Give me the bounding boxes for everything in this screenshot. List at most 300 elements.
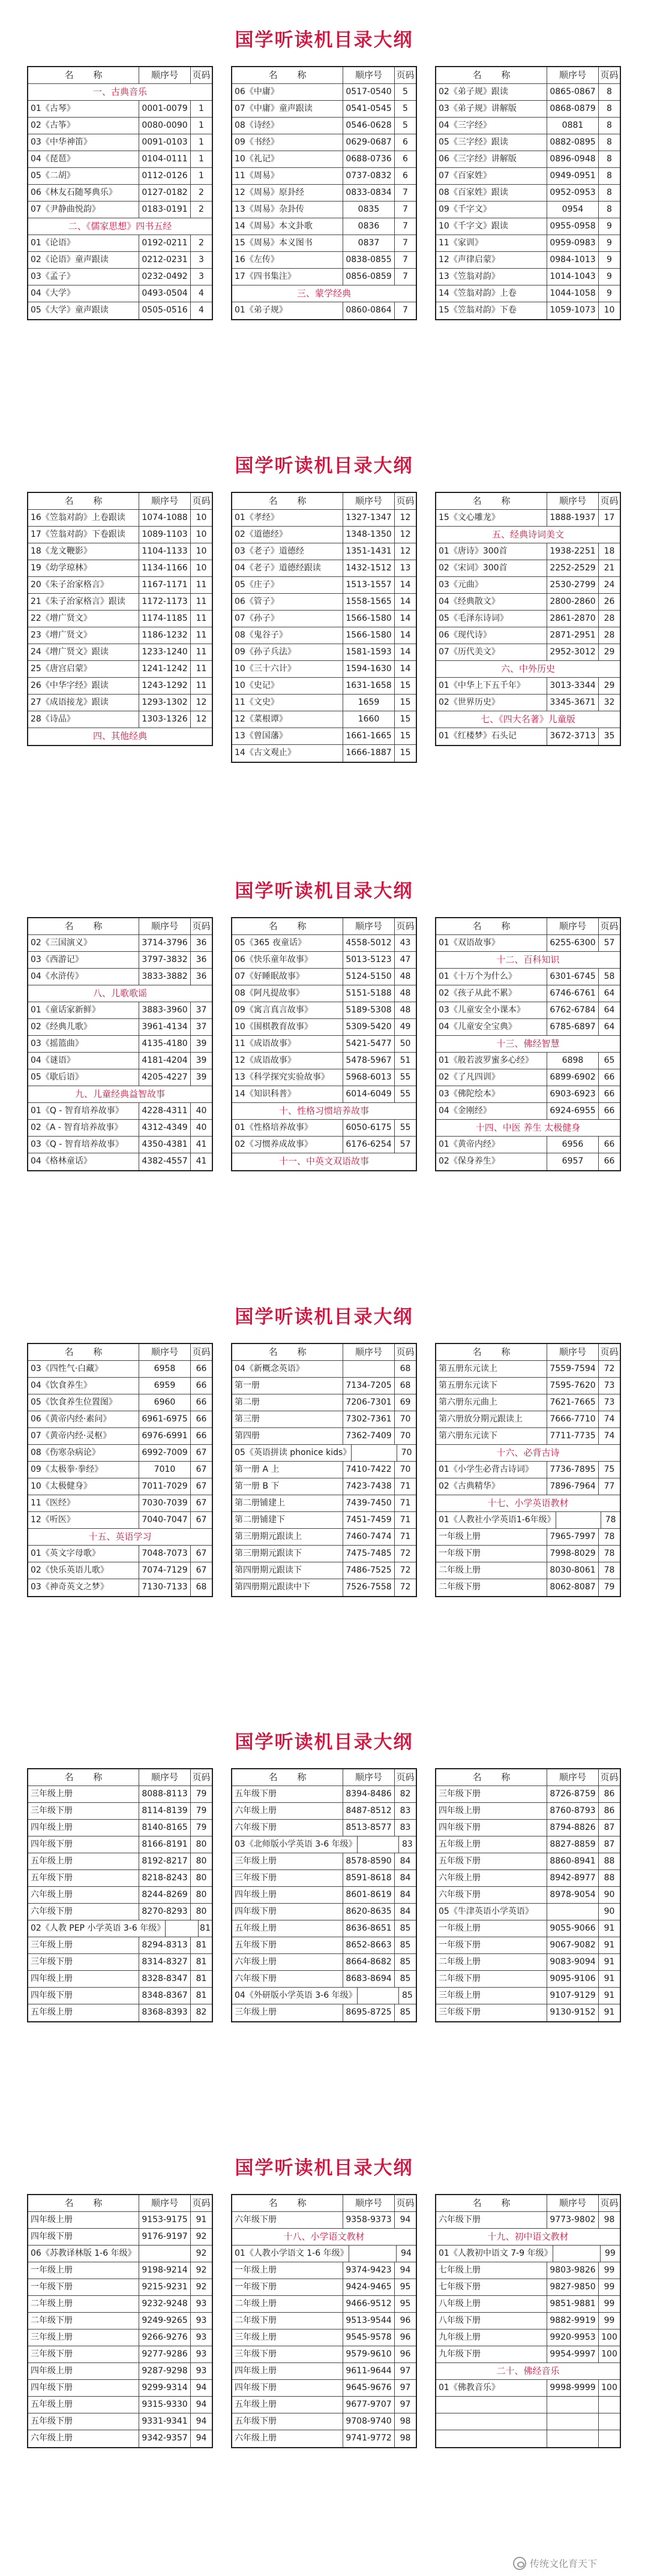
header-page: 页码 (394, 1769, 416, 1786)
table-row (232, 2380, 416, 2397)
item-code: 8652-8663 (343, 1937, 394, 1953)
table-row (232, 1394, 416, 1411)
table-row (232, 1954, 416, 1971)
item-code: 9424-9465 (343, 2279, 394, 2295)
item-code (349, 2246, 396, 2262)
item-page: 10 (190, 510, 212, 526)
item-code: 1327-1347 (343, 510, 394, 526)
table-row (436, 611, 620, 627)
item-page: 70 (394, 1428, 416, 1444)
table-row (28, 1904, 212, 1920)
item-page: 93 (190, 2346, 212, 2362)
item-code: 4181-4204 (139, 1053, 190, 1069)
item-title: 01《人教小学语文 1-6 年级》 (235, 2249, 349, 2258)
catalog-table (231, 2194, 417, 2448)
item-code: 9266-9276 (139, 2329, 190, 2346)
section-title: 三、蒙学经典 (296, 288, 351, 299)
item-page: 70 (394, 1462, 416, 1478)
item-page: 3 (190, 269, 212, 285)
item-code: 8664-8682 (343, 1954, 394, 1970)
item-title: 二年级下册 (439, 1582, 481, 1592)
item-title: 五年级下册 (31, 1873, 73, 1883)
item-title: 04《儿童安全宝典》 (439, 1022, 517, 1032)
item-code: 3013-3344 (547, 678, 598, 694)
item-title: 04《水浒传》 (31, 972, 83, 981)
header-name: 名 称 (64, 1772, 111, 1783)
item-page: 10 (190, 560, 212, 576)
item-code: 7896-7964 (547, 1478, 598, 1495)
item-page: 14 (394, 611, 416, 627)
item-page: 71 (394, 1478, 416, 1495)
item-title: 一年级下册 (439, 1940, 481, 1950)
section-heading (28, 1529, 212, 1546)
item-page: 81 (190, 1954, 212, 1970)
item-page: 8 (598, 101, 620, 117)
item-title: 12《成语故事》 (235, 1056, 296, 1065)
item-title: 09《书经》 (235, 137, 279, 147)
item-title: 03《佛陀绘本》 (439, 1089, 500, 1099)
table-row (436, 1019, 620, 1036)
item-title: 13《周易》杂卦传 (235, 205, 304, 214)
item-page: 13 (394, 560, 416, 576)
item-code: 8636-8651 (343, 1920, 394, 1937)
item-title: 六年级上册 (235, 1957, 277, 1967)
item-page: 92 (190, 2279, 212, 2295)
table-row (28, 1887, 212, 1904)
item-title: 09《千字文》 (439, 205, 491, 214)
item-code: 0881 (547, 118, 598, 134)
item-page: 66 (598, 1103, 620, 1119)
item-title: 16《笠翁对韵》上卷跟读 (31, 513, 125, 522)
table-row (232, 1053, 416, 1069)
item-page: 100 (598, 2346, 620, 2362)
table-row (436, 202, 620, 218)
table-row (232, 2329, 416, 2346)
item-code: 9287-9298 (139, 2363, 190, 2379)
item-title: 04《大学》 (31, 288, 75, 298)
item-page: 83 (394, 1820, 416, 1836)
item-code: 0629-0687 (343, 134, 394, 151)
item-page: 95 (394, 2279, 416, 2295)
item-code: 2952-3012 (547, 644, 598, 660)
table-row (436, 1870, 620, 1887)
item-code: 9198-9214 (139, 2262, 190, 2279)
item-page: 65 (598, 1053, 620, 1069)
table-row (28, 952, 212, 969)
item-code: 9611-9644 (343, 2363, 394, 2379)
item-title: 08《鬼谷子》 (235, 630, 287, 640)
item-page: 4 (190, 285, 212, 302)
item-code: 1241-1242 (139, 661, 190, 677)
item-page: 18 (598, 543, 620, 560)
item-code (351, 1445, 397, 1461)
table-header (28, 2195, 212, 2212)
catalog-table (27, 1768, 213, 2022)
item-code: 6255-6300 (547, 935, 598, 951)
table-row (232, 2430, 416, 2447)
item-title: 九年级上册 (439, 2332, 481, 2342)
item-title: 02《宋词》300首 (439, 563, 508, 573)
blank-cell (547, 2397, 598, 2413)
item-title: 05《大学》童声跟读 (31, 305, 109, 315)
item-title: 03《西游记》 (31, 955, 83, 964)
item-page: 66 (190, 1378, 212, 1394)
item-code (165, 1920, 198, 1937)
item-page: 97 (394, 2397, 416, 2413)
item-code: 0737-0832 (343, 168, 394, 184)
item-page: 100 (598, 2329, 620, 2346)
item-page: 82 (190, 2004, 212, 2021)
catalog-table (27, 2194, 213, 2448)
table-row (232, 1853, 416, 1870)
item-code: 1074-1088 (139, 510, 190, 526)
item-title: 02《经典儿歌》 (31, 1022, 92, 1032)
header-code: 顺序号 (547, 918, 598, 934)
item-code: 0001-0079 (139, 101, 190, 117)
item-code: 2871-2951 (547, 627, 598, 644)
item-page: 84 (394, 1870, 416, 1886)
item-page: 15 (394, 728, 416, 744)
header-page: 页码 (190, 2195, 212, 2211)
header-code: 顺序号 (139, 2195, 190, 2211)
table-row (232, 2313, 416, 2329)
section-title: 十七、小学英语教材 (487, 1498, 569, 1508)
table-row (28, 285, 212, 302)
table-row (232, 1445, 416, 1462)
table-row (436, 627, 620, 644)
table-row (232, 269, 416, 285)
item-title: 六年级上册 (439, 1873, 481, 1883)
header-code: 顺序号 (343, 1344, 394, 1360)
item-code: 9358-9373 (343, 2212, 394, 2228)
item-title: 二年级上册 (235, 2299, 277, 2309)
item-title: 九年级下册 (439, 2349, 481, 2359)
blank-cell (436, 2413, 547, 2430)
table-row (28, 134, 212, 151)
item-page: 69 (394, 1394, 416, 1411)
item-page: 1 (190, 118, 212, 134)
table-row (232, 661, 416, 678)
catalog-table (435, 66, 621, 320)
table-row (232, 1546, 416, 1562)
table-row (28, 935, 212, 952)
item-title: 三年级下册 (235, 1873, 277, 1883)
item-code: 0232-0492 (139, 269, 190, 285)
item-code: 1186-1232 (139, 627, 190, 644)
header-code: 顺序号 (547, 1769, 598, 1786)
item-page: 75 (598, 1462, 620, 1478)
table-row (232, 1920, 416, 1937)
item-code: 9331-9341 (139, 2413, 190, 2430)
item-title: 第五册东元读上 (439, 1364, 497, 1373)
item-page: 67 (190, 1495, 212, 1511)
table-row (28, 2279, 212, 2296)
item-code: 2800-2860 (547, 594, 598, 610)
table-row (232, 2296, 416, 2313)
table-row (436, 969, 620, 985)
item-code: 5421-5477 (343, 1036, 394, 1052)
item-code: 8695-8725 (343, 2004, 394, 2021)
table-row (232, 1529, 416, 1546)
item-code: 8088-8113 (139, 1786, 190, 1802)
item-code: 1233-1240 (139, 644, 190, 660)
item-page: 70 (394, 1411, 416, 1427)
item-title: 二年级下册 (31, 2316, 73, 2325)
item-code: 0865-0867 (547, 84, 598, 100)
item-title: 10《千字文》跟读 (439, 221, 508, 231)
item-title: 六年级上册 (235, 1806, 277, 1815)
blank-row (436, 2413, 620, 2430)
table-row (28, 1394, 212, 1411)
item-title: 06《中庸》 (235, 87, 279, 97)
item-page: 66 (190, 1428, 212, 1444)
item-page: 88 (598, 1870, 620, 1886)
item-title: 07《百家姓》 (439, 171, 491, 181)
item-title: 第四册期元跟读下 (235, 1565, 302, 1575)
item-title: 15《周易》本义图书 (235, 238, 313, 248)
item-page: 91 (598, 1920, 620, 1937)
item-title: 09《寓言真言故事》 (235, 1005, 313, 1015)
table-row (28, 118, 212, 134)
item-title: 11《医经》 (31, 1498, 75, 1508)
table-header (28, 493, 212, 510)
table-row (436, 2004, 620, 2021)
section-heading (232, 1103, 416, 1120)
item-code: 7711-7735 (547, 1428, 598, 1444)
header-code: 顺序号 (139, 1769, 190, 1786)
item-page: 43 (394, 935, 416, 951)
section-title: 八、儿歌歌谣 (92, 988, 147, 999)
item-code: 0080-0090 (139, 118, 190, 134)
item-title: 11《成语故事》 (235, 1039, 296, 1048)
item-page: 28 (598, 611, 620, 627)
table-row (436, 560, 620, 577)
item-code: 6746-6761 (547, 985, 598, 1002)
item-code: 6899-6902 (547, 1069, 598, 1086)
item-title: 五年级上册 (235, 1923, 277, 1933)
table-row (232, 1820, 416, 1836)
item-title: 24《增广贤文》跟读 (31, 647, 109, 657)
item-code: 3714-3796 (139, 935, 190, 951)
item-code: 8294-8313 (139, 1937, 190, 1953)
item-code: 5478-5967 (343, 1053, 394, 1069)
table-row (436, 134, 620, 151)
table-row (28, 1036, 212, 1053)
item-page: 2 (190, 235, 212, 251)
item-title: 04《饮食养生》 (31, 1381, 92, 1390)
item-page: 81 (190, 1937, 212, 1953)
item-code: 0856-0859 (343, 269, 394, 285)
table-row (28, 269, 212, 285)
item-code: 6762-6784 (547, 1002, 598, 1018)
table-row (232, 1137, 416, 1153)
item-title: 17《四书集注》 (235, 272, 296, 281)
item-page: 4 (190, 302, 212, 319)
table-row (232, 1411, 416, 1428)
header-page: 页码 (190, 67, 212, 83)
item-title: 五年级下册 (439, 1856, 481, 1866)
item-code: 0860-0864 (343, 302, 394, 319)
table-row (436, 577, 620, 594)
item-code: 1014-1043 (547, 269, 598, 285)
section-title: 七、《四大名著》儿童版 (481, 714, 575, 725)
section-title: 十四、中医 养生 太极健身 (475, 1122, 581, 1133)
section-title: 九、儿童经典益智故事 (74, 1089, 165, 1099)
item-page: 99 (598, 2296, 620, 2312)
item-title: 五年级上册 (31, 2007, 73, 2017)
catalog-table (231, 917, 417, 1171)
item-title: 01《性格培养故事》 (235, 1123, 313, 1132)
item-title: 六年级下册 (235, 1974, 277, 1983)
item-page: 21 (598, 560, 620, 576)
table-row (28, 1120, 212, 1137)
item-page: 51 (394, 1053, 416, 1069)
table-row (28, 2262, 212, 2279)
table-row (436, 2246, 620, 2262)
header-name: 名 称 (268, 495, 315, 506)
item-code: 9176-9197 (139, 2229, 190, 2245)
item-code: 7030-7039 (139, 1495, 190, 1511)
item-page: 11 (190, 577, 212, 593)
item-page: 70 (397, 1445, 416, 1461)
item-title: 第二册铺建上 (235, 1498, 285, 1508)
item-page: 84 (394, 1887, 416, 1903)
table-row (232, 1988, 416, 2004)
catalog-table (435, 917, 621, 1171)
item-page: 6 (394, 151, 416, 167)
table-row (436, 1937, 620, 1954)
table-row (28, 1019, 212, 1036)
item-page: 36 (190, 952, 212, 968)
item-code: 0949-0951 (547, 168, 598, 184)
item-title: 三年级上册 (235, 1856, 277, 1866)
item-page: 66 (598, 1069, 620, 1086)
item-page: 79 (598, 1579, 620, 1596)
item-title: 12《听医》 (31, 1515, 75, 1525)
item-page: 96 (394, 2313, 416, 2329)
item-title: 第四册 (235, 1431, 260, 1441)
item-page: 91 (598, 1937, 620, 1953)
item-title: 08《百家姓》跟读 (439, 188, 508, 197)
header-code: 顺序号 (547, 67, 598, 83)
header-name: 名 称 (472, 921, 519, 931)
header-name: 名 称 (472, 495, 519, 506)
table-row (436, 1153, 620, 1170)
item-title: 八年级上册 (439, 2299, 481, 2309)
table-row (232, 252, 416, 269)
table-row (28, 1378, 212, 1394)
item-code: 7526-7558 (343, 1579, 394, 1596)
item-page: 48 (394, 985, 416, 1002)
item-title: 11《文史》 (235, 698, 279, 707)
item-title: 七年级上册 (439, 2265, 481, 2275)
item-title: 11《家训》 (439, 238, 483, 248)
section-heading (28, 728, 212, 745)
item-title: 02《孩子从此不累》 (439, 988, 517, 998)
header-name: 名 称 (268, 1772, 315, 1783)
item-page: 78 (598, 1562, 620, 1579)
item-page: 37 (190, 1002, 212, 1018)
table-row (232, 185, 416, 202)
item-page: 85 (398, 1988, 416, 2004)
item-page: 92 (190, 2262, 212, 2279)
table-row (232, 711, 416, 728)
item-title: 五年级上册 (31, 2400, 73, 2409)
table-row (232, 510, 416, 527)
section-title: 五、经典诗词美文 (491, 529, 564, 540)
table-row (436, 594, 620, 611)
item-page: 8 (598, 118, 620, 134)
table-row (28, 1920, 212, 1937)
item-code: 6898 (547, 1053, 598, 1069)
item-title: 18《龙文鞭影》 (31, 546, 92, 556)
table-row (436, 1103, 620, 1120)
item-code: 7998-8029 (547, 1546, 598, 1562)
table-row (436, 1394, 620, 1411)
table-row (28, 1512, 212, 1529)
table-row (436, 1428, 620, 1445)
item-page: 67 (190, 1462, 212, 1478)
item-title: 22《增广贤文》 (31, 614, 92, 623)
section-heading (232, 1153, 416, 1170)
item-page: 14 (394, 661, 416, 677)
item-page: 40 (190, 1120, 212, 1136)
item-title: 五年级上册 (235, 2400, 277, 2409)
item-code (357, 1836, 398, 1853)
table-row (232, 2413, 416, 2430)
table-row (436, 1462, 620, 1478)
table-row (28, 1103, 212, 1120)
item-code: 7666-7710 (547, 1411, 598, 1427)
item-title: 19《幼学琼林》 (31, 563, 92, 573)
item-page: 94 (394, 2262, 416, 2279)
item-title: 07《孙子》 (235, 614, 279, 623)
item-title: 四年级上册 (31, 1974, 73, 1983)
item-page: 94 (190, 2413, 212, 2430)
item-code: 0882-0895 (547, 134, 598, 151)
item-title: 01《孝经》 (235, 513, 279, 522)
item-code: 6959 (139, 1378, 190, 1394)
item-code: 9249-9265 (139, 2313, 190, 2329)
item-code: 7621-7665 (547, 1394, 598, 1411)
section-title: 十五、英语学习 (88, 1531, 152, 1542)
item-code: 9708-9740 (343, 2413, 394, 2430)
item-page: 8 (598, 202, 620, 218)
item-title: 二年级上册 (31, 2299, 73, 2309)
item-code: 9055-9066 (547, 1920, 598, 1937)
item-code: 1594-1630 (343, 661, 394, 677)
item-page: 100 (598, 2380, 620, 2396)
item-page: 15 (394, 745, 416, 762)
table-row (232, 678, 416, 695)
table-row (436, 510, 620, 527)
table-row (232, 1786, 416, 1803)
table-row (436, 118, 620, 134)
item-title: 四年级下册 (235, 1907, 277, 1916)
item-page: 80 (190, 1836, 212, 1853)
item-code: 1659 (343, 695, 394, 711)
item-title: 28《诗品》 (31, 714, 75, 724)
item-title: 04《格林童话》 (31, 1156, 92, 1166)
table-row (436, 1086, 620, 1103)
table-row (28, 2363, 212, 2380)
item-page: 10 (598, 302, 620, 319)
header-code: 顺序号 (547, 1344, 598, 1360)
item-page: 58 (598, 969, 620, 985)
section-heading (436, 1036, 620, 1053)
table-row (28, 695, 212, 711)
item-title: 02《A - 智育培养故事》 (31, 1123, 123, 1132)
